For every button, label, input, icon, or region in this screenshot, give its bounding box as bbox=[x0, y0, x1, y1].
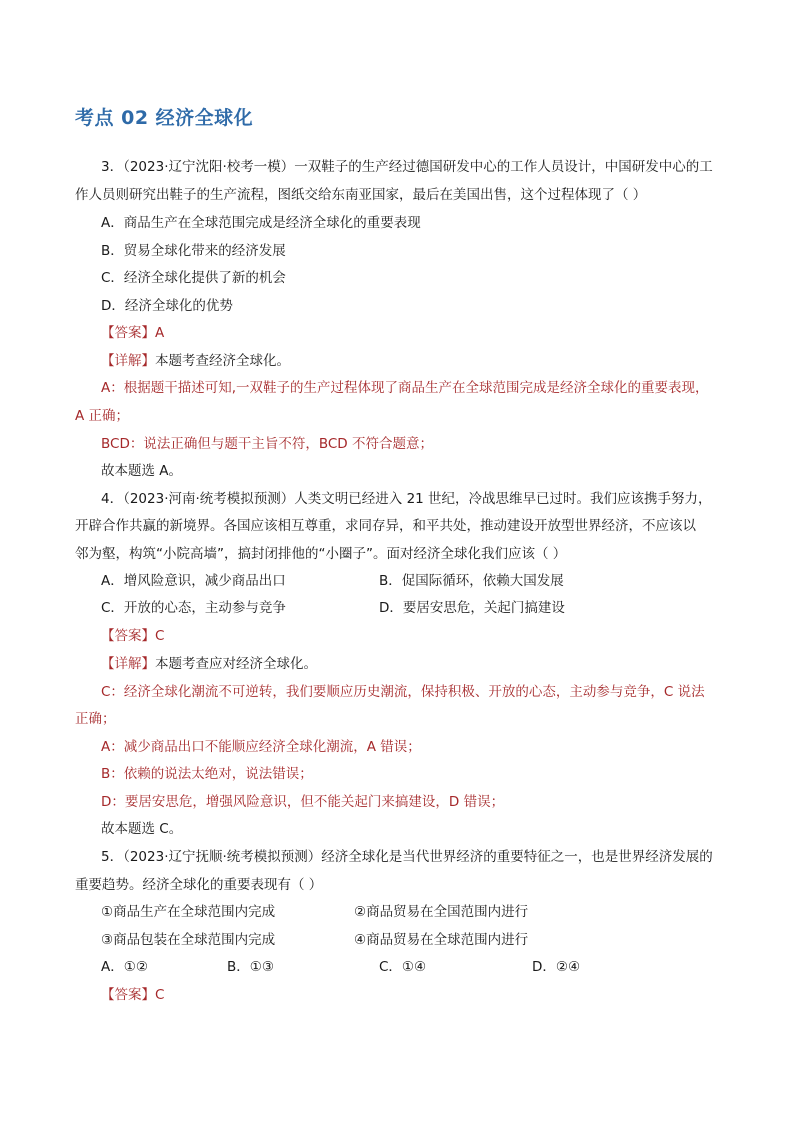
q4-answer bbox=[101, 626, 164, 646]
q3-option-c: C．经济全球化提供了新的机会 bbox=[101, 270, 286, 286]
q3-stem-line1: 3．（2023·辽宁沈阳·校考一模）一双鞋子的生产经过德国研发中心的工作人员设计，中国研发中心的工 bbox=[101, 159, 713, 175]
q4-explanation-line3: A：减少商品出口不能顺应经济全球化潮流，A 错误； bbox=[101, 739, 421, 755]
answer-label: 【答案】 bbox=[101, 628, 155, 644]
q4-stem-line2: 开辟合作共赢的新境界。各国应该相互尊重，求同存异，和平共处，推动建设开放型世界经济，不应该以 bbox=[75, 518, 696, 534]
q5-statement-4: ④商品贸易在全球范围内进行 bbox=[354, 932, 529, 948]
answer-value: C bbox=[155, 987, 165, 1003]
q5-statement-2: ②商品贸易在全国范围内进行 bbox=[354, 904, 529, 920]
q4-explanation-line5: D：要居安思危，增强风险意识，但不能关起门来搞建设，D 错误； bbox=[101, 794, 505, 810]
q4-explanation-line1: C：经济全球化潮流不可逆转，我们要顺应历史潮流，保持积极、开放的心态，主动参与竞争，C 说法 bbox=[101, 684, 705, 700]
q4-stem-line3: 邻为壑，构筑“小院高墙”，搞封闭排他的“小圈子”。面对经济全球化我们应该（ ） bbox=[75, 546, 567, 562]
q5-option-c: C．①④ bbox=[379, 959, 427, 975]
section-heading: 考点 02 经济全球化 bbox=[75, 107, 254, 129]
q3-option-b: B．贸易全球化带来的经济发展 bbox=[101, 243, 286, 259]
q5-stem-line1: 5．（2023·辽宁抚顺·统考模拟预测）经济全球化是当代世界经济的重要特征之一，也是世界经济发展的 bbox=[101, 849, 713, 865]
q3-conclusion: 故本题选 A。 bbox=[101, 463, 183, 479]
q5-option-b: B．①③ bbox=[227, 959, 274, 975]
q3-option-d: D．经济全球化的优势 bbox=[101, 298, 233, 314]
answer-value: C bbox=[155, 628, 165, 644]
q4-conclusion: 故本题选 C。 bbox=[101, 821, 183, 837]
q5-statement-3: ③商品包装在全球范围内完成 bbox=[101, 932, 276, 948]
q4-option-b: B．促国际循环，依赖大国发展 bbox=[379, 573, 564, 589]
q3-explanation-line2: A 正确； bbox=[75, 408, 130, 424]
detail-label: 【详解】 bbox=[101, 353, 155, 369]
q5-stem-line2: 重要趋势。经济全球化的重要表现有（ ） bbox=[75, 877, 323, 893]
q4-explanation-line2: 正确； bbox=[75, 711, 116, 727]
q4-option-d: D．要居安思危，关起门搞建设 bbox=[379, 600, 565, 616]
q3-option-a: A．商品生产在全球范围完成是经济全球化的重要表现 bbox=[101, 215, 421, 231]
detail-text: 本题考查经济全球化。 bbox=[155, 353, 290, 369]
q3-answer bbox=[101, 323, 164, 343]
q4-option-a: A．增风险意识，减少商品出口 bbox=[101, 573, 286, 589]
q5-option-d: D．②④ bbox=[532, 959, 581, 975]
q4-stem-line1: 4．（2023·河南·统考模拟预测）人类文明已经进入 21 世纪，冷战思维早已过时。我们应该携手努力， bbox=[101, 491, 712, 507]
q4-detail bbox=[101, 654, 317, 674]
detail-text: 本题考查应对经济全球化。 bbox=[155, 656, 317, 672]
q4-option-c: C．开放的心态，主动参与竞争 bbox=[101, 600, 286, 616]
q3-stem-line2: 作人员则研究出鞋子的生产流程，图纸交给东南亚国家，最后在美国出售，这个过程体现了（ ） bbox=[75, 187, 647, 203]
answer-value: A bbox=[155, 325, 165, 341]
answer-label: 【答案】 bbox=[101, 325, 155, 341]
q3-explanation-line3: BCD：说法正确但与题干主旨不符，BCD 不符合题意； bbox=[101, 436, 433, 452]
q3-explanation-line1: A：根据题干描述可知,一双鞋子的生产过程体现了商品生产在全球范围完成是经济全球化的重要表现， bbox=[101, 380, 709, 396]
q4-explanation-line4: B：依赖的说法太绝对，说法错误； bbox=[101, 766, 313, 782]
answer-label: 【答案】 bbox=[101, 987, 155, 1003]
q5-answer bbox=[101, 985, 164, 1005]
q5-option-a: A．①② bbox=[101, 959, 148, 975]
q5-statement-1: ①商品生产在全球范围内完成 bbox=[101, 904, 276, 920]
q3-detail bbox=[101, 351, 290, 371]
detail-label: 【详解】 bbox=[101, 656, 155, 672]
